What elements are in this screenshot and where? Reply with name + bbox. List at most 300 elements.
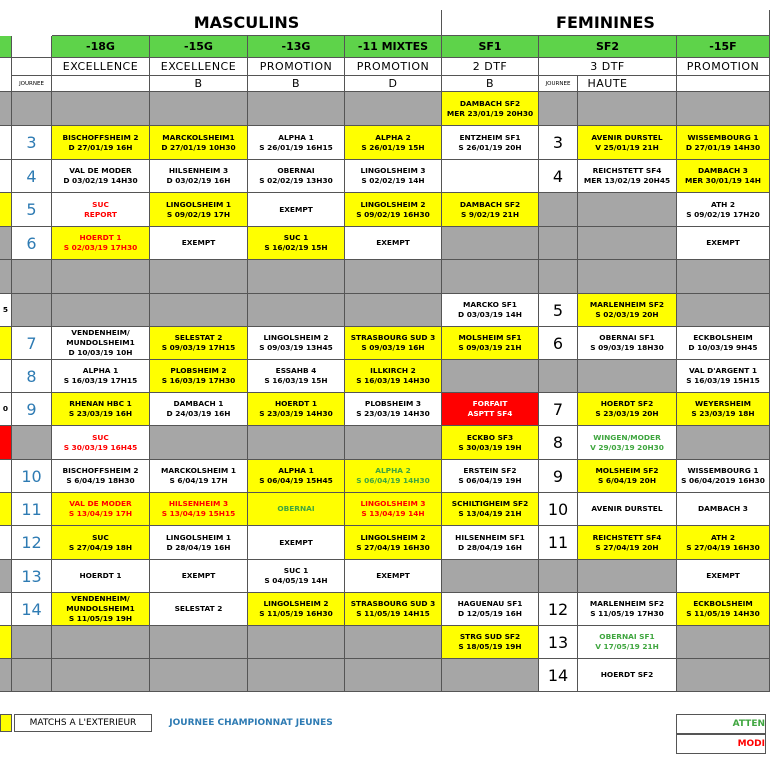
journee-number-fem (539, 593, 578, 626)
match-text: OBERNAI S 02/02/19 13H30 (259, 166, 333, 185)
masculins-title: MASCULINS (193, 13, 300, 32)
match-text: WISSEMBOURG 1 S 06/04/2019 16H30 (681, 466, 765, 485)
match-cell (52, 493, 150, 526)
match-cell (52, 460, 150, 493)
journee-number-masc (12, 659, 52, 692)
match-cell (248, 493, 345, 526)
row-edge-cell (0, 393, 12, 426)
match-cell (578, 426, 677, 460)
match-cell (578, 126, 677, 160)
match-cell (52, 327, 150, 360)
match-cell (442, 593, 539, 626)
match-text: HILSENHEIM 3 D 03/02/19 16H (166, 166, 231, 185)
match-cell (150, 493, 248, 526)
match-text: HAGUENAU SF1 D 12/05/19 16H (457, 599, 523, 618)
match-text: STRG SUD SF2 S 18/05/19 19H (458, 632, 522, 651)
match-cell (345, 160, 442, 193)
match-text: VAL DE MODER D 03/02/19 14H30 (63, 166, 138, 185)
match-cell (345, 126, 442, 160)
level-label-line1: 3 DTF (590, 60, 625, 73)
match-cell (442, 327, 539, 360)
match-text: WISSEMBOURG 1 D 27/01/19 14H30 (685, 132, 761, 152)
match-cell (52, 526, 150, 560)
match-text: HOERDT SF2 S 23/03/19 20H (595, 399, 659, 418)
match-cell (345, 260, 442, 294)
match-cell (52, 294, 150, 327)
match-text: MARLENHEIM SF2 S 11/05/19 17H30 (589, 599, 665, 618)
legend-modif (676, 734, 766, 754)
journee-number: 13 (21, 566, 42, 586)
match-text: RHENAN HBC 1 S 23/03/19 16H (68, 399, 133, 418)
match-text: HILSENHEIM SF1 D 28/04/19 16H (455, 532, 525, 552)
legend-journee-jeunes-text: JOURNEE CHAMPIONNAT JEUNES (169, 718, 333, 728)
match-cell (677, 92, 770, 126)
match-cell (150, 393, 248, 426)
level-label-line1: PROMOTION (259, 60, 333, 73)
match-cell (578, 327, 677, 360)
journee-number-fem (539, 360, 578, 393)
match-text: ECKBOLSHEIM S 11/05/19 14H30 (686, 599, 760, 618)
match-text: ESSAHB 4 S 16/03/19 15H (264, 366, 328, 385)
match-cell (52, 126, 150, 160)
row-edge-cell (0, 460, 12, 493)
edge-level-cell (0, 58, 12, 92)
category-label: -15F (709, 40, 737, 53)
level-label-line1: 2 DTF (472, 60, 508, 73)
category-header-4 (442, 36, 539, 58)
match-cell (578, 593, 677, 626)
journee-number-fem (539, 294, 578, 327)
match-text: VENDENHEIM/ MUNDOLSHEIM1 S 11/05/19 19H (66, 594, 135, 623)
match-cell (52, 393, 150, 426)
match-cell (52, 426, 150, 460)
journee-number-masc (12, 493, 52, 526)
row-edge-cell (0, 92, 12, 126)
match-cell (248, 460, 345, 493)
match-cell (578, 260, 677, 294)
match-text: LINGOLSHEIM 2 S 09/03/19 13H45 (259, 333, 333, 352)
journee-number-fem (539, 460, 578, 493)
journee-number-masc (12, 327, 52, 360)
journee-number-masc (12, 294, 52, 327)
level-label-line1: EXCELLENCE (160, 60, 237, 73)
journee-number: 8 (26, 366, 37, 386)
journee-number-masc (12, 92, 52, 126)
match-text: SCHILTIGHEIM SF2 S 13/04/19 21H (451, 499, 529, 518)
match-cell (52, 193, 150, 227)
match-cell (150, 160, 248, 193)
match-text: SUC S 30/03/19 16H45 (63, 432, 138, 452)
match-cell (52, 560, 150, 593)
match-cell (52, 626, 150, 659)
match-cell (677, 560, 770, 593)
row-edge-cell (0, 294, 12, 327)
level-label-line2: B (485, 77, 495, 90)
match-text: LINGOLSHEIM 3 S 13/04/19 14H (360, 499, 426, 518)
level-header-6 (677, 58, 770, 76)
level-header-0 (52, 58, 150, 76)
match-cell (442, 659, 539, 692)
match-cell (578, 393, 677, 426)
match-cell (578, 294, 677, 327)
match-cell (150, 92, 248, 126)
journee-number-fem (539, 393, 578, 426)
match-cell (442, 626, 539, 659)
journee-number: 8 (552, 433, 564, 452)
match-text: PLOBSHEIM 2 S 16/03/19 17H30 (161, 366, 236, 385)
match-text: STRASBOURG SUD 3 S 09/03/19 16H (350, 333, 436, 352)
match-text: MARLENHEIM SF2 S 02/03/19 20H (589, 300, 665, 319)
match-text: ATH 2 S 09/02/19 17H20 (686, 199, 760, 219)
match-text: EXEMPT (279, 537, 313, 547)
match-cell (345, 593, 442, 626)
category-header-2 (248, 36, 345, 58)
match-text: HOERDT SF2 (600, 670, 654, 679)
category-header-5 (539, 36, 677, 58)
legend-yellow-swatch (0, 714, 12, 732)
row-edge-cell (0, 626, 12, 659)
match-text: LINGOLSHEIM 1 S 09/02/19 17H (165, 199, 232, 219)
match-text: REICHSTETT SF4 S 27/04/19 20H (592, 532, 662, 552)
journee-number-masc (12, 593, 52, 626)
feminines-header (442, 10, 770, 36)
journee-number: 7 (552, 399, 564, 419)
match-cell (442, 426, 539, 460)
journee-number-fem (539, 92, 578, 126)
legend-attente (676, 714, 766, 734)
match-cell (150, 360, 248, 393)
journee-number-fem (539, 659, 578, 692)
journee-number-masc (12, 360, 52, 393)
journee-number-masc (12, 426, 52, 460)
match-text: SELESTAT 2 (174, 604, 223, 613)
match-cell (578, 92, 677, 126)
journee-number: 5 (26, 200, 37, 219)
journee-number: 7 (26, 333, 37, 353)
level-sub-header-1 (150, 76, 248, 92)
match-cell (677, 294, 770, 327)
match-cell (150, 327, 248, 360)
journee-number: 12 (547, 599, 569, 619)
match-text: SUC 1 S 04/05/19 14H (264, 566, 328, 585)
match-cell (248, 360, 345, 393)
match-text: MARCKOLSHEIM1 D 27/01/19 10H30 (161, 132, 236, 152)
match-cell (677, 360, 770, 393)
journee-number-masc (12, 193, 52, 227)
match-text: MOLSHEIM SF1 S 09/03/19 21H (458, 333, 522, 352)
journee-number: 10 (21, 466, 42, 486)
match-cell (150, 593, 248, 626)
legend-modif-text: MODI (737, 739, 765, 749)
match-text: OBERNAI SF1 S 09/03/19 18H30 (590, 333, 664, 352)
row-edge-cell (0, 659, 12, 692)
match-text: ERSTEIN SF2 S 06/04/19 19H (458, 466, 522, 485)
match-cell (442, 92, 539, 126)
legend-attente-text: ATTEN (732, 719, 765, 729)
journee-label: JOURNEE (19, 80, 44, 87)
journee-number: 3 (26, 133, 37, 152)
match-text: ALPHA 1 S 26/01/19 16H15 (259, 132, 333, 152)
row-edge-cell (0, 227, 12, 260)
match-cell (248, 426, 345, 460)
match-text: EXEMPT (181, 571, 216, 580)
match-cell (150, 193, 248, 227)
match-text: PLOBSHEIM 3 S 23/03/19 14H30 (356, 399, 430, 418)
match-text: EXEMPT (706, 571, 740, 580)
journee-number-masc (12, 126, 52, 160)
level-header-4 (442, 58, 539, 76)
match-cell (52, 659, 150, 692)
match-cell (578, 193, 677, 227)
row-edge-cell (0, 260, 12, 294)
journee-label-fem (539, 76, 578, 92)
match-text: DAMBACH 3 (698, 504, 748, 513)
level-label-line2: HAUTE (587, 77, 628, 90)
match-cell (578, 227, 677, 260)
match-cell (442, 160, 539, 193)
match-cell (677, 626, 770, 659)
match-cell (442, 560, 539, 593)
journee-number: 14 (547, 665, 569, 685)
match-cell (677, 593, 770, 626)
match-cell (150, 260, 248, 294)
journee-number-masc (12, 526, 52, 560)
match-cell (248, 160, 345, 193)
match-cell (677, 526, 770, 560)
feminines-title: FEMININES (556, 13, 655, 32)
legend-exterieur (14, 714, 152, 732)
match-cell (442, 393, 539, 426)
match-text: SUC 1 S 16/02/19 15H (264, 233, 328, 252)
category-label: -13G (281, 40, 311, 53)
journee-number: 9 (26, 399, 37, 419)
row-edge-cell (0, 160, 12, 193)
match-text: DAMBACH 1 D 24/03/19 16H (166, 399, 231, 418)
journee-number: 4 (552, 166, 564, 186)
category-header-0 (52, 36, 150, 58)
match-text: FORFAIT ASPTT SF4 (467, 399, 513, 418)
match-cell (248, 260, 345, 294)
level-header-2 (248, 58, 345, 76)
level-sub-header-3 (345, 76, 442, 92)
match-text: DAMBACH SF2 S 9/02/19 21H (459, 199, 521, 219)
match-text: VENDENHEIM/ MUNDOLSHEIM1 D 10/03/19 10H (66, 328, 135, 357)
match-cell (345, 493, 442, 526)
match-cell (677, 126, 770, 160)
match-cell (677, 393, 770, 426)
row-edge-cell (0, 327, 12, 360)
journee-number-masc (12, 560, 52, 593)
match-cell (52, 360, 150, 393)
match-cell (248, 526, 345, 560)
row-edge-label: 5 (2, 305, 9, 314)
match-cell (345, 193, 442, 227)
match-text: OBERNAI SF1 V 17/05/19 21H (595, 632, 659, 651)
row-edge-cell (0, 493, 12, 526)
match-cell (248, 327, 345, 360)
match-cell (248, 393, 345, 426)
category-label: -15G (184, 40, 213, 53)
match-cell (677, 227, 770, 260)
level-header-3 (345, 58, 442, 76)
journee-number: 3 (552, 133, 564, 152)
match-text: ECKBO SF3 S 30/03/19 19H (458, 432, 522, 452)
row-edge-cell (0, 526, 12, 560)
journee-number-fem (539, 126, 578, 160)
match-text: REICHSTETT SF4 MER 13/02/19 20H45 (583, 166, 671, 185)
journee-number: 6 (26, 233, 37, 253)
level-sub-header-6 (677, 76, 770, 92)
journee-number: 9 (552, 466, 564, 486)
match-cell (248, 659, 345, 692)
journee-number-masc (12, 393, 52, 426)
level-sub-header-0 (52, 76, 150, 92)
match-text: LINGOLSHEIM 2 S 27/04/19 16H30 (356, 532, 430, 552)
match-cell (150, 294, 248, 327)
journee-number-fem (539, 426, 578, 460)
match-cell (150, 626, 248, 659)
level-label-line1: PROMOTION (356, 60, 430, 73)
journee-number-masc (12, 260, 52, 294)
match-cell (677, 160, 770, 193)
level-label-line1: EXCELLENCE (62, 60, 139, 73)
match-text: HOERDT 1 (79, 571, 122, 580)
match-text: SUC S 27/04/19 18H (68, 532, 133, 552)
journee-number: 11 (21, 499, 42, 519)
match-cell (345, 526, 442, 560)
match-text: DAMBACH SF2 MER 23/01/19 20H30 (446, 98, 534, 118)
edge-green-cell (0, 36, 12, 58)
category-label: -11 MIXTES (357, 40, 429, 53)
match-cell (345, 327, 442, 360)
match-cell (248, 193, 345, 227)
match-text: WINGEN/MODER V 29/03/19 20H30 (590, 432, 664, 452)
match-text: BISCHOFFSHEIM 2 S 6/04/19 18H30 (62, 466, 139, 485)
match-text: EXEMPT (376, 238, 410, 247)
match-cell (52, 160, 150, 193)
legend-exterieur-text: MATCHS A L'EXTERIEUR (29, 718, 137, 728)
level-header-5 (539, 58, 677, 76)
level-label-line2: B (194, 77, 203, 90)
journee-number: 5 (552, 300, 564, 320)
journee-number-fem (539, 493, 578, 526)
match-text: LINGOLSHEIM 2 S 09/02/19 16H30 (356, 199, 430, 219)
match-cell (442, 493, 539, 526)
match-cell (578, 560, 677, 593)
match-text: VAL D'ARGENT 1 S 16/03/19 15H15 (686, 366, 760, 385)
match-text: ECKBOLSHEIM D 10/03/19 9H45 (688, 333, 758, 352)
match-cell (345, 460, 442, 493)
match-cell (442, 126, 539, 160)
journee-number-fem (539, 160, 578, 193)
journee-number-masc (12, 460, 52, 493)
match-cell (677, 493, 770, 526)
match-text: BISCHOFFSHEIM 2 D 27/01/19 16H (62, 132, 139, 152)
level-header-1 (150, 58, 248, 76)
row-edge-cell (0, 593, 12, 626)
journee-number-fem (539, 260, 578, 294)
match-text: ENTZHEIM SF1 S 26/01/19 20H (458, 132, 522, 152)
corner-cell (12, 36, 52, 58)
mday-level-cell (12, 58, 52, 76)
match-cell (150, 426, 248, 460)
match-cell (150, 560, 248, 593)
match-cell (345, 560, 442, 593)
match-cell (150, 460, 248, 493)
category-label: -18G (86, 40, 115, 53)
journee-number-fem (539, 526, 578, 560)
match-cell (442, 193, 539, 227)
match-text: EXEMPT (706, 238, 740, 247)
journee-number-fem (539, 626, 578, 659)
match-text: HILSENHEIM 3 S 13/04/19 15H15 (161, 499, 236, 518)
journee-number-masc (12, 227, 52, 260)
match-cell (345, 393, 442, 426)
match-cell (442, 294, 539, 327)
match-cell (150, 126, 248, 160)
row-edge-cell (0, 126, 12, 160)
match-cell (52, 593, 150, 626)
match-cell (248, 626, 345, 659)
journee-number: 4 (26, 166, 37, 186)
row-edge-cell (0, 426, 12, 460)
match-text: MARCKO SF1 D 03/03/19 14H (457, 300, 522, 319)
match-cell (677, 426, 770, 460)
match-text: ALPHA 2 S 26/01/19 15H (361, 132, 425, 152)
match-cell (52, 260, 150, 294)
journee-number-masc (12, 160, 52, 193)
match-cell (442, 526, 539, 560)
match-text: LINGOLSHEIM 2 S 11/05/19 16H30 (259, 599, 333, 618)
match-cell (248, 294, 345, 327)
match-text: VAL DE MODER S 13/04/19 17H (68, 499, 133, 518)
category-header-3 (345, 36, 442, 58)
match-cell (52, 92, 150, 126)
match-cell (150, 659, 248, 692)
match-cell (248, 92, 345, 126)
row-edge-label: 0 (2, 404, 9, 413)
match-text: LINGOLSHEIM 1 D 28/04/19 16H (165, 532, 232, 552)
match-cell (345, 360, 442, 393)
category-label: SF2 (595, 40, 620, 53)
match-cell (442, 460, 539, 493)
match-cell (248, 560, 345, 593)
match-cell (345, 227, 442, 260)
match-cell (248, 227, 345, 260)
match-text: ALPHA 1 S 16/03/19 17H15 (63, 366, 138, 385)
match-cell (677, 460, 770, 493)
match-text: EXEMPT (279, 204, 313, 214)
match-cell (442, 260, 539, 294)
match-cell (578, 160, 677, 193)
match-cell (442, 227, 539, 260)
journee-number-fem (539, 227, 578, 260)
match-cell (345, 659, 442, 692)
match-cell (578, 526, 677, 560)
match-text: HOERDT 1 S 02/03/19 17H30 (63, 233, 138, 252)
level-label-line2: D (388, 77, 398, 90)
category-header-1 (150, 36, 248, 58)
match-cell (578, 659, 677, 692)
match-text: EXEMPT (376, 571, 410, 580)
match-text: ATH 2 S 27/04/19 16H30 (686, 532, 760, 552)
match-text: SELESTAT 2 S 09/03/19 17H15 (161, 333, 236, 352)
journee-number: 13 (547, 632, 569, 652)
match-cell (677, 260, 770, 294)
match-text: HOERDT 1 S 23/03/19 14H30 (259, 399, 333, 418)
match-cell (677, 659, 770, 692)
level-label-line2: B (291, 77, 301, 90)
